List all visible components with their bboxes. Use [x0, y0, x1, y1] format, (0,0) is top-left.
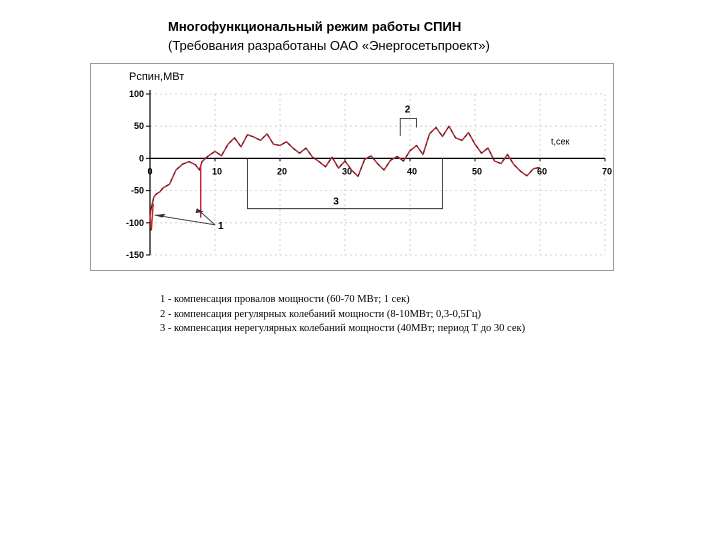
- y-tick-label-100: 100: [128, 89, 144, 99]
- y-axis-label: Рспин,МВт: [129, 71, 185, 83]
- x-tick-label-0: 0: [147, 166, 153, 177]
- annotation-3-label: 3: [333, 196, 339, 208]
- chart: [91, 64, 615, 272]
- x-tick-label-10: 10: [211, 166, 223, 177]
- chart-frame: [90, 63, 614, 271]
- y-tick-label-0: 0: [138, 153, 144, 164]
- y-tick-label--50: -50: [130, 185, 144, 196]
- y-tick-label--150: -150: [125, 250, 144, 260]
- slide-title-block: [168, 17, 490, 55]
- annotation-2-label: 2: [404, 104, 411, 116]
- x-tick-label-40: 40: [406, 166, 418, 177]
- y-tick-label-50: 50: [133, 121, 144, 132]
- legend-notes: [160, 293, 525, 337]
- annotation-1-label: 1: [218, 220, 224, 232]
- x-tick-label-20: 20: [276, 166, 288, 177]
- y-tick-label--100: -100: [125, 217, 144, 228]
- x-tick-label-60: 60: [536, 166, 548, 177]
- note-1: 1 - компенсация провалов мощности (60-70 МВт; 1 сек): [160, 294, 410, 305]
- x-tick-label-70: 70: [601, 166, 613, 177]
- annotation-2-bracket: [400, 118, 416, 135]
- slide-subtitle: (Требования разработаны ОАО «Энергосетьпроект»): [168, 38, 490, 53]
- note-3: 3 - компенсация нерегулярных колебаний мощности (40МВт; период Т до 30 сек): [160, 323, 526, 334]
- slide-title: Многофункциональный режим работы СПИН: [168, 19, 462, 34]
- x-tick-label-50: 50: [471, 166, 483, 177]
- note-2: 2 - компенсация регулярных колебаний мощности (8-10МВт; 0,3-0,5Гц): [160, 308, 481, 320]
- x-axis-label: t,сек: [551, 136, 570, 147]
- x-tick-label-30: 30: [341, 166, 353, 177]
- annotation-1-arrowhead-b: [196, 209, 204, 214]
